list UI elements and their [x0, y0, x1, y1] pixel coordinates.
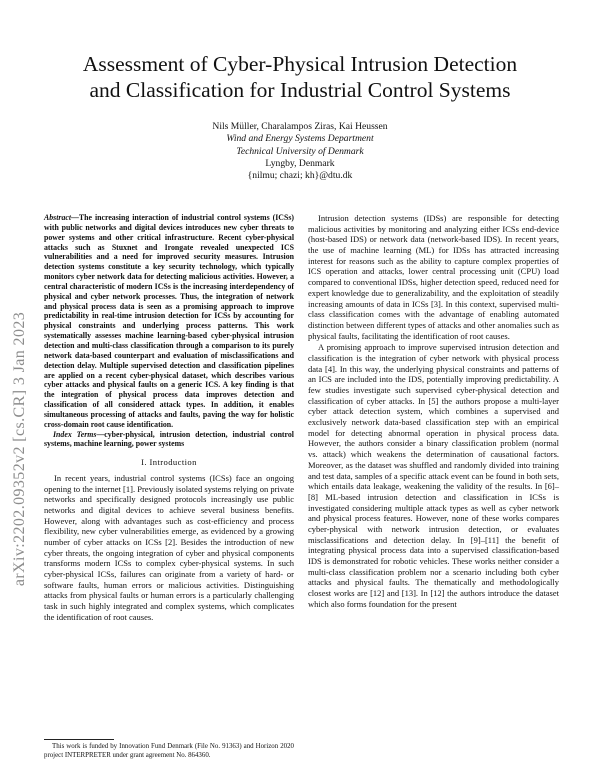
abstract-label: Abstract — [44, 213, 72, 222]
title-line: and Classification for Industrial Control Systems — [89, 78, 511, 102]
title-line: Assessment of Cyber-Physical Intrusion Detection — [82, 52, 518, 76]
left-column — [44, 213, 294, 622]
index-terms-text: —cyber-physical, intrusion detection, industrial control systems, machine learning, power systems — [44, 429, 294, 449]
right-column — [308, 213, 559, 609]
index-terms-label: Index Terms — [53, 429, 97, 439]
author-university: Technical University of Denmark — [236, 145, 364, 157]
author-department: Wind and Energy Systems Department — [226, 133, 374, 145]
author-location: Lyngby, Denmark — [265, 157, 335, 169]
section-heading-introduction: I. Introduction — [141, 457, 197, 468]
arxiv-identifier-stamp: arXiv:2202.09352v2 [cs.CR] 3 Jan 2023 — [11, 311, 28, 587]
footnote-divider — [44, 739, 114, 740]
author-block — [120, 121, 480, 182]
body-paragraph: Intrusion detection systems (IDSs) are responsible for detecting malicious activities by monitoring and analyzing either ICSs end-device (host-based IDS) or network data (network-based IDS). In recent years, the use of machine learning (ML) for IDSs has attracted increasing interest for reasons such as the ability to capture complex properties of ICS operation and attacks, lower central processing unit (CPU) load compared to conventional IDSs, higher detection speed, reduced need for expert knowledge due to generalizability, and the exploitation of steadily increasing amounts of data in ICSs [3]. In this context, supervised multi-class classification comes with the advantage of enabling automated distinction between different types of attacks and other anomalies such as physical faults, facilitating the identification of root causes. — [308, 213, 559, 341]
paper-title — [40, 51, 560, 103]
funding-footnote: This work is funded by Innovation Fund Denmark (File No. 91363) and Horizon 2020 project INTERPRETER under grant agreement No. 864360. — [44, 743, 294, 759]
author-names: Nils Müller, Charalampos Ziras, Kai Heussen — [212, 121, 388, 132]
body-paragraph: In recent years, industrial control systems (ICSs) face an ongoing opening to the internet [1]. Previously isolated systems relying on private networks and specifically designed protocols increasingly use public networks and digital devices to achieve several business benefits. However, along with advantages such as cost-efficiency and process flexibility, new cyber vulnerabilities emerge, as evidenced by a growing number of cyber attacks on ICSs [2]. Besides the introduction of new cyber threats, the ongoing integration of cyber and physical components transforms modern ICSs to complex cyber-physical systems. In such cyber-physical ICSs, failures can originate from a variety of hard- or software faults, human errors or malicious activities. Distinguishing attacks from physical faults or human errors is a particularly challenging task in such highly integrated and complex systems, which complicates the identification of root causes. — [44, 472, 294, 622]
abstract-text: —The increasing interaction of industrial control systems (ICSs) with public networks and digital devices introduces new cyber threats to power systems and other critical infrastructure. Recent cyber-physical attacks such as Stuxnet and Irongate revealed unexpected ICS vulnerabilities and a need for improved security measures. Intrusion detection systems constitute a key security technology, which typically monitors cyber network data for detecting malicious activities. However, a central characteristic of modern ICSs is the increasing interdependency of physical and cyber network processes. Thus, the integration of network and physical process data is seen as a promising approach to improve predictability in real-time intrusion detection for ICSs by accounting for physical constraints and underlying process patterns. This work systematically assesses machine learning-based cyber-physical intrusion detection and multi-class classification through a comparison to its purely network data-based counterpart and evaluation of misclassifications and detection delay. Multiple supervised detection and classification pipelines are applied on a recent cyber-physical dataset, which describes various cyber attacks and physical faults on a generic ICS. A key finding is that the integration of physical process data improves detection and classification of all considered attack types. In addition, it enables simultaneous processing of attacks and faults, paving the way for holistic cross-domain root cause identification. — [44, 213, 294, 429]
author-emails: {nilmu; chazi; kh}@dtu.dk — [247, 170, 353, 182]
body-paragraph: A promising approach to improve supervised intrusion detection and classification is the integration of cyber network with physical process data [4]. In this way, the underlying physical constraints and patterns of an ICS are included into the IDS, potentially improving predictability. A few studies investigate such supervised cyber-physical detection and classification of cyber attacks. In [5] the authors propose a multi-layer cyber attack detection system, which combines a supervised and exclusively network data-based classification step with an empirical model for detecting abnormal operation in physical process data. However, the authors consider a binary classification problem (normal vs. attack) which weakens the determination of causational factors. Moreover, as the dataset was shuffled and randomly divided into training and test data, samples of a specific attack event can be found in both sets, which entails data leakage, weakening the validity of the results. In [6]–[8] ML-based intrusion detection and classification in ICSs is investigated considering multiple attack types as well as cyber network and physical process features. However, none of these works compares cyber-physical with network intrusion detection, or evaluates misclassifications and detection delay. In [9]–[11] the benefit of integrating physical process data into a supervised classification-based IDS is demonstrated for robotic vehicles. These works neither consider a multi-class classification problem nor a scenario including both cyber attacks and physical faults. The thematically and methodologically closest works are [12] and [13]. In [12] the authors introduce the dataset which also forms foundation for the present — [308, 342, 559, 609]
index-terms — [44, 430, 294, 450]
abstract — [44, 213, 294, 430]
